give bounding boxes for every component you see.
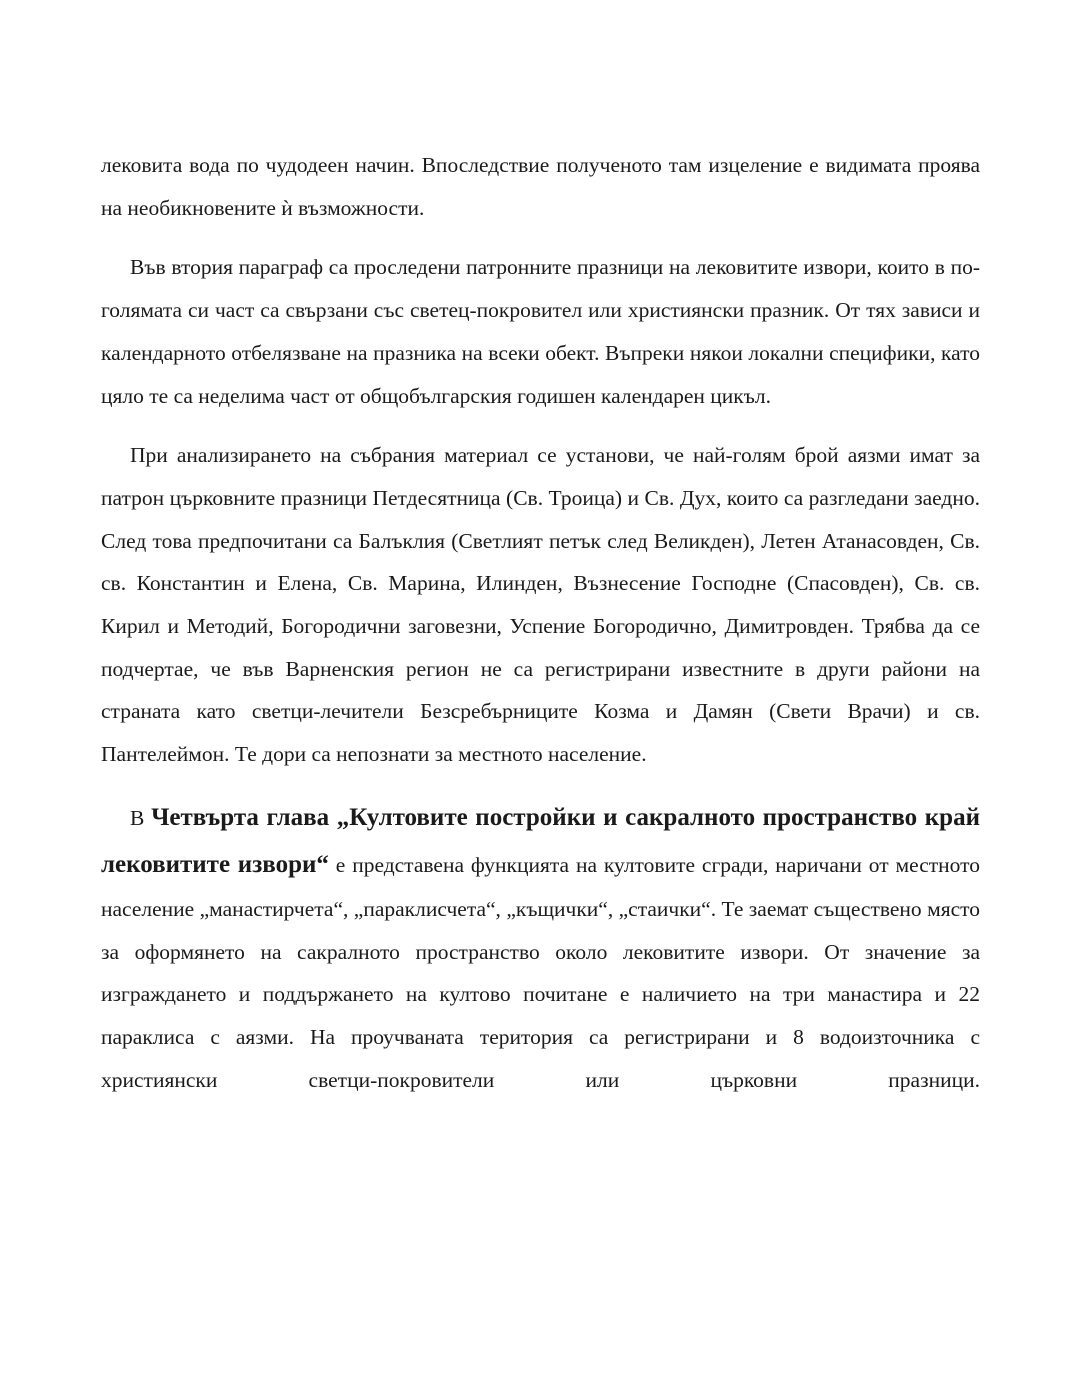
paragraph-patron-feasts: Във втория параграф са проследени патронните празници на лековитите извори, които в по-голямата си част са свързани със светец-покровител или християнски празник. От тях зависи и календарното отбелязване на празника на всеки обект. Въпреки някои локални специфики, като цяло те са неделима част от общобългарския годишен календарен цикъл. [101, 255, 980, 408]
chapter-title: Четвърта глава „Култовите постройки и сакралното пространство край лековитите извори“ [101, 803, 980, 878]
paragraph-body: е представена функцията на култовите сгради, наричани от местното население „манастирчета“, „параклисчета“, „къщички“, „стаички“. Те заемат съществено място за оформянето на сакралното пространство около лековитите извори. От значение за изграждането и поддържането на култово почитане е наличието на три манастира и 22 параклиса с аязми. На проучваната територия са регистрирани и 8 водоизточника с християнски светци-покровители или църковни празници. [101, 852, 980, 1092]
paragraph-prefix: В [130, 805, 152, 830]
paragraph-continuation: лековита вода по чудодеен начин. Впоследствие полученото там изцеление е видимата проява на необикновените ѝ възможности. [101, 153, 980, 220]
document-page [101, 144, 980, 1101]
paragraph-chapter-four [101, 794, 980, 1102]
paragraph-analysis: При анализирането на събрания материал се установи, че най-голям брой аязми имат за патрон църковните празници Петдесятница (Св. Троица) и Св. Дух, които са разгледани заедно. След това предпочитани са Балъклия (Светлият петък след Великден), Летен Атанасовден, Св. св. Константин и Елена, Св. Марина, Илинден, Възнесение Господне (Спасовден), Св. св. Кирил и Методий, Богородични заговезни, Успение Богородично, Димитровден. Трябва да се подчертае, че във Варненския регион не са регистрирани известните в други райони на страната като светци-лечители Безсребърниците Козма и Дамян (Свети Врачи) и св. Пантелеймон. Те дори са непознати за местното население. [101, 443, 980, 767]
